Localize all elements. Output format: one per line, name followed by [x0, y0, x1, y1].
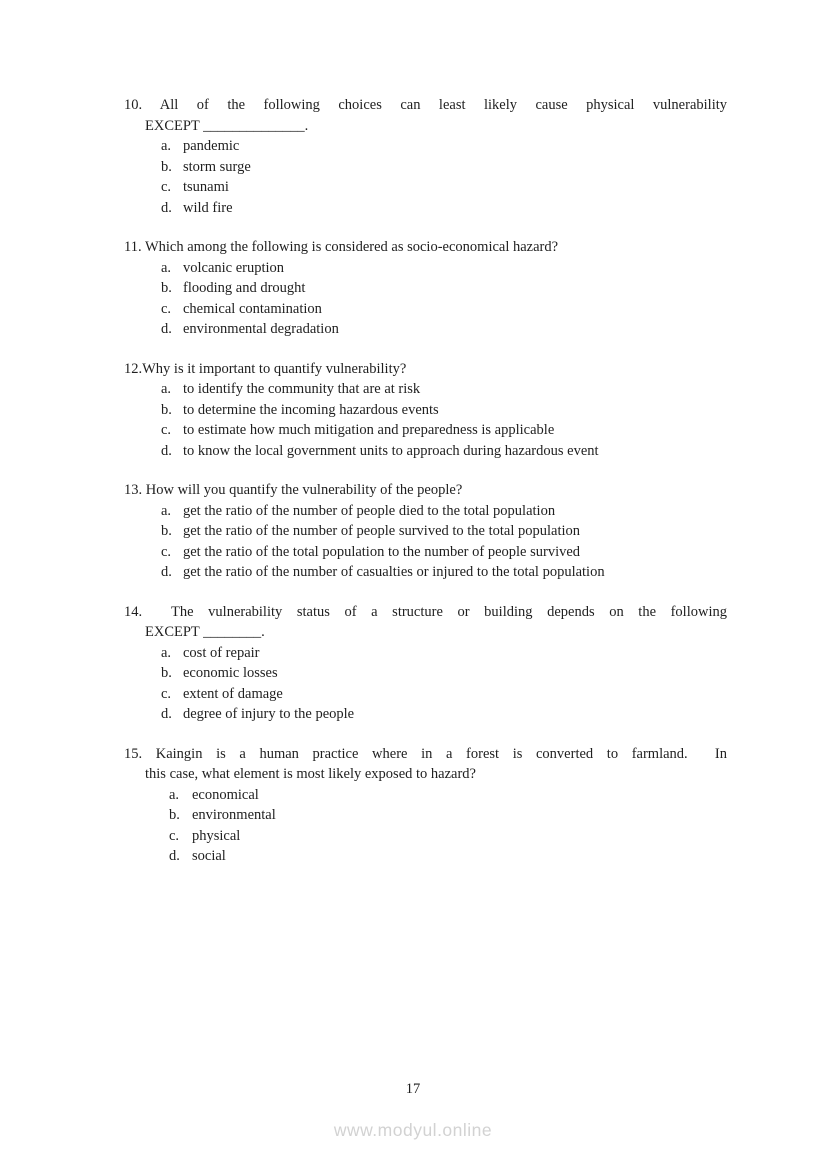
options-list	[124, 785, 727, 867]
option-letter: d.	[161, 199, 172, 216]
option-text: get the ratio of the number of people survived to the total population	[183, 523, 581, 539]
options-list	[124, 258, 727, 340]
question-line	[124, 480, 727, 501]
option-text: get the ratio of the total population to the number of people survived	[183, 543, 581, 560]
option-row	[124, 157, 727, 178]
question-line	[124, 237, 727, 258]
option-row	[124, 379, 727, 400]
option-letter: d.	[169, 848, 180, 864]
question-line-continuation: EXCEPT ______________.	[145, 117, 309, 134]
option-row	[124, 198, 727, 219]
option-row	[124, 278, 727, 299]
option-row	[124, 826, 727, 847]
option-text: pandemic	[183, 138, 240, 154]
option-text: social	[192, 848, 226, 864]
option-row	[124, 542, 727, 563]
question-line	[124, 359, 727, 380]
option-text: economical	[192, 786, 259, 803]
option-text: storm surge	[183, 158, 251, 175]
option-text: environmental degradation	[183, 321, 339, 337]
option-letter: b.	[161, 523, 172, 539]
option-text: physical	[192, 827, 241, 844]
question-text: Kaingin is a human practice where in a forest is converted to farmland. In	[142, 745, 727, 762]
question-line	[124, 602, 727, 623]
option-text: to estimate how much mitigation and preparedness is applicable	[183, 422, 555, 438]
question-text: All of the following choices can least likely cause physical vulnerability	[142, 97, 727, 113]
option-text: wild fire	[183, 199, 233, 216]
question-text: The vulnerability status of a structure or building depends on the following	[142, 603, 727, 620]
option-text: economic losses	[183, 665, 278, 681]
option-row	[124, 501, 727, 522]
option-row	[124, 846, 727, 867]
option-letter: a.	[161, 381, 172, 397]
option-row	[124, 258, 727, 279]
option-text: chemical contamination	[183, 300, 322, 317]
options-list	[124, 643, 727, 725]
option-row	[124, 521, 727, 542]
option-letter: d.	[161, 321, 172, 337]
option-letter: b.	[169, 807, 180, 823]
option-text: environmental	[192, 807, 276, 823]
watermark-text: www.modyul.online	[333, 1120, 493, 1140]
option-row	[124, 319, 727, 340]
option-text: degree of injury to the people	[183, 706, 355, 722]
option-text: volcanic eruption	[183, 259, 285, 276]
option-text: get the ratio of the number of casualties or injured to the total population	[183, 564, 605, 580]
options-list	[124, 379, 727, 461]
option-letter: c.	[169, 827, 180, 844]
question-block-13	[124, 480, 727, 583]
option-row	[124, 136, 727, 157]
question-text: Which among the following is considered as socio-economical hazard?	[141, 239, 559, 255]
option-text: to know the local government units to approach during hazardous event	[183, 442, 599, 459]
option-text: get the ratio of the number of people died to the total population	[183, 502, 556, 519]
question-text: Why is it important to quantify vulnerability?	[142, 360, 407, 377]
option-row	[124, 299, 727, 320]
option-text: to determine the incoming hazardous events	[183, 401, 439, 418]
question-block-10	[124, 95, 727, 218]
option-row	[124, 704, 727, 725]
question-number: 10.	[124, 97, 143, 113]
option-row	[124, 684, 727, 705]
option-row	[124, 643, 727, 664]
question-line-continuation: this case, what element is most likely exposed to hazard?	[145, 766, 476, 782]
option-letter: b.	[161, 401, 172, 418]
question-text: How will you quantify the vulnerability of the people?	[142, 482, 463, 498]
question-number: 15.	[124, 745, 143, 762]
option-letter: d.	[161, 706, 172, 722]
option-text: extent of damage	[183, 685, 283, 702]
question-line-continuation: EXCEPT ________.	[145, 624, 265, 640]
option-letter: c.	[161, 543, 172, 560]
page-number: 17	[405, 1081, 421, 1097]
option-letter: d.	[161, 564, 172, 580]
question-block-15	[124, 744, 727, 867]
option-row	[124, 663, 727, 684]
question-block-14	[124, 602, 727, 725]
question-number: 14.	[124, 603, 143, 620]
option-row	[124, 441, 727, 462]
option-letter: d.	[161, 442, 172, 459]
option-row	[124, 785, 727, 806]
option-letter: c.	[161, 179, 172, 195]
option-text: cost of repair	[183, 644, 260, 661]
option-letter: c.	[161, 685, 172, 702]
option-row	[124, 420, 727, 441]
option-letter: a.	[169, 786, 180, 803]
question-line	[124, 744, 727, 765]
options-list	[124, 136, 727, 218]
option-row	[124, 562, 727, 583]
option-letter: a.	[161, 138, 172, 154]
option-letter: a.	[161, 259, 172, 276]
option-row	[124, 805, 727, 826]
option-row	[124, 177, 727, 198]
question-number: 11.	[124, 239, 142, 255]
option-text: to identify the community that are at risk	[183, 381, 421, 397]
option-letter: b.	[161, 158, 172, 175]
question-number: 12.	[124, 360, 143, 377]
question-block-12	[124, 359, 727, 462]
question-line	[124, 95, 727, 116]
option-letter: a.	[161, 644, 172, 661]
option-letter: b.	[161, 665, 172, 681]
quiz-page-content	[124, 95, 727, 867]
option-letter: a.	[161, 502, 172, 519]
options-list	[124, 501, 727, 583]
option-row	[124, 400, 727, 421]
option-text: flooding and drought	[183, 280, 306, 296]
option-letter: b.	[161, 280, 172, 296]
question-number: 13.	[124, 482, 143, 498]
option-letter: c.	[161, 300, 172, 317]
option-letter: c.	[161, 422, 172, 438]
question-block-11	[124, 237, 727, 340]
option-text: tsunami	[183, 179, 229, 195]
